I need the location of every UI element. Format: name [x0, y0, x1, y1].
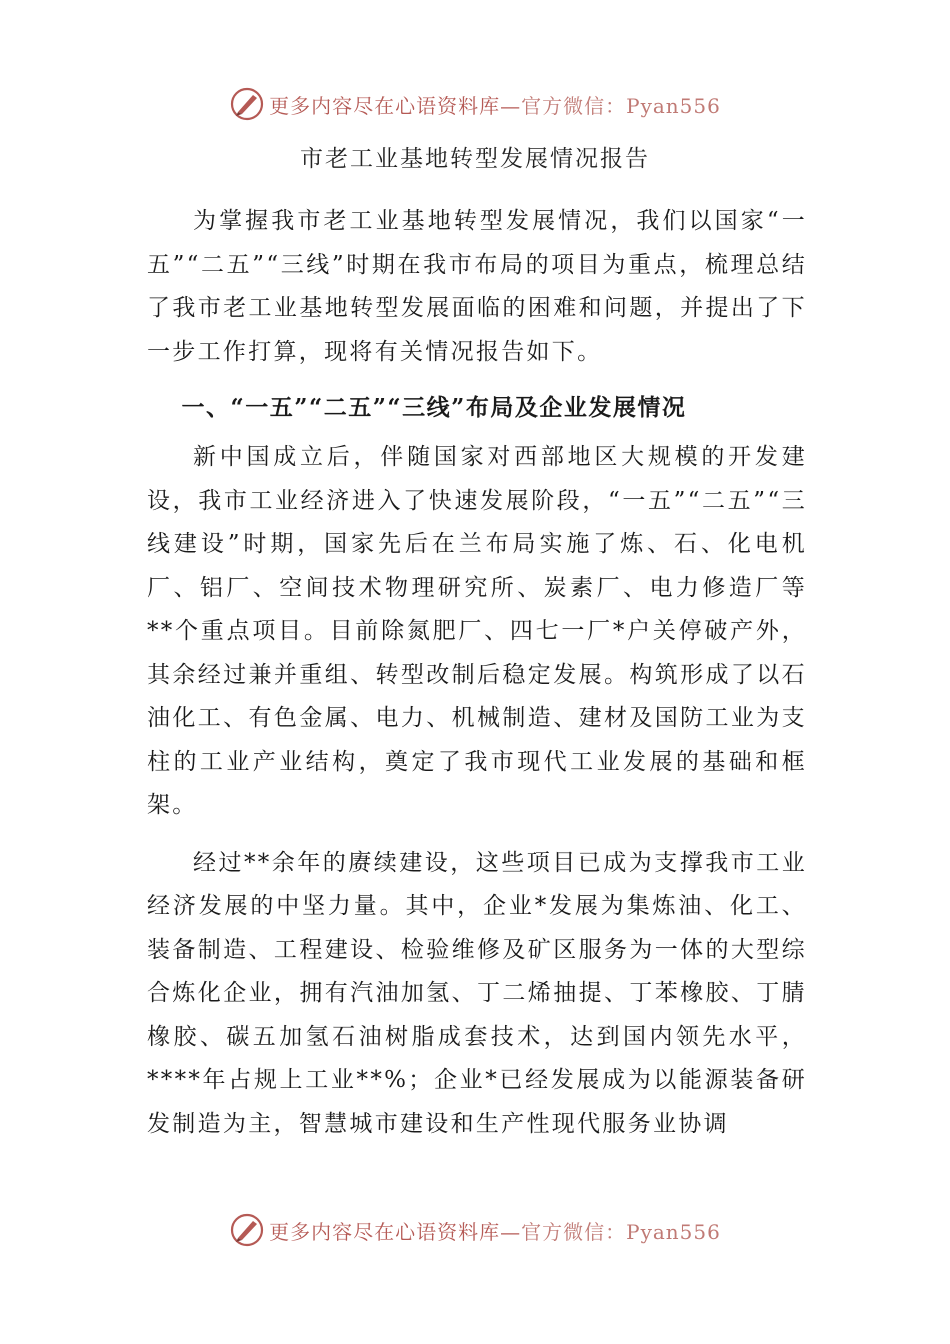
pen-logo-icon: [229, 86, 265, 122]
document-body: [147, 200, 807, 1146]
watermark-text: 更多内容尽在心语资料库—官方微信：Pyan556: [269, 93, 721, 118]
intro-paragraph: 为掌握我市老工业基地转型发展情况，我们以国家“一五”“二五”“三线”时期在我市布局的项目为重点，梳理总结了我市老工业基地转型发展面临的困难和问题，并提出了下一步工作打算，现将有关情况报告如下。: [147, 208, 807, 365]
section-heading: 一、“一五”“二五”“三线”布局及企业发展情况: [181, 394, 687, 421]
pen-logo-icon: [229, 1212, 265, 1248]
footer-watermark-banner: [0, 1208, 950, 1252]
document-title: 市老工业基地转型发展情况报告: [300, 146, 650, 172]
body-paragraph: 经过**余年的赓续建设，这些项目已成为支撑我市工业经济发展的中坚力量。其中，企业*发展为集炼油、化工、装备制造、工程建设、检验维修及矿区服务为一体的大型综合炼化企业，拥有汽油加氢、丁二烯抽提、丁苯橡胶、丁腈橡胶、碳五加氢石油树脂成套技术，达到国内领先水平，****年占规上工业**%；企业*已经发展成为以能源装备研发制造为主，智慧城市建设和生产性现代服务业协调: [147, 849, 807, 1137]
header-watermark-banner: [0, 82, 950, 126]
body-paragraph: 新中国成立后，伴随国家对西部地区大规模的开发建设，我市工业经济进入了快速发展阶段，“一五”“二五”“三线建设”时期，国家先后在兰布局实施了炼、石、化电机厂、铝厂、空间技术物理研究所、炭素厂、电力修造厂等**个重点项目。目前除氮肥厂、四七一厂*户关停破产外，其余经过兼并重组、转型改制后稳定发展。构筑形成了以石油化工、有色金属、电力、机械制造、建材及国防工业为支柱的工业产业结构，奠定了我市现代工业发展的基础和框架。: [147, 444, 807, 818]
watermark-text: 更多内容尽在心语资料库—官方微信：Pyan556: [269, 1219, 721, 1244]
